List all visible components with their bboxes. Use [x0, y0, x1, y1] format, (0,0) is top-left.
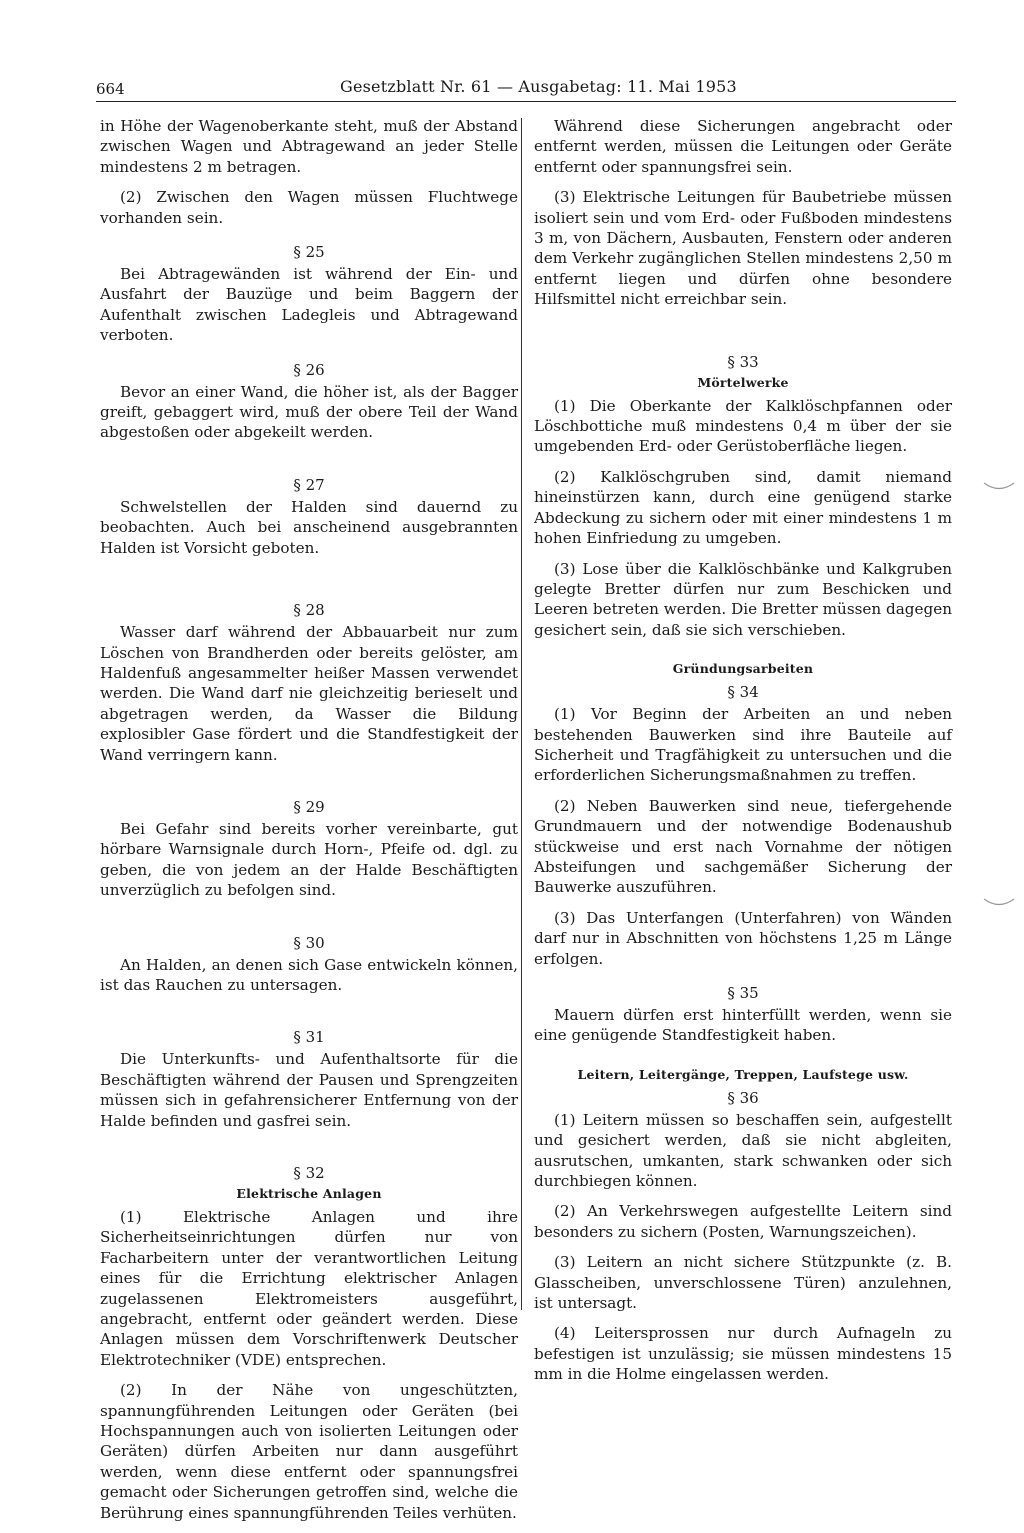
paragraph: in Höhe der Wagenoberkante steht, muß der Abstand zwischen Wagen und Abtragewand an jeder Stelle mindestens 2 m betragen. [100, 117, 518, 176]
page-number: 664 [96, 80, 125, 98]
punch-hole-mark [982, 480, 1016, 492]
column-divider [521, 118, 522, 1310]
section-heading: Leitern, Leitergänge, Treppen, Laufstege usw. [577, 1066, 909, 1082]
section-number: § 31 [293, 1028, 325, 1047]
section-number: § 32 [293, 1164, 325, 1182]
section-heading: Elektrische Anlagen [236, 1186, 382, 1201]
paragraph: (1) Leitern müssen so beschaffen sein, aufgestellt und gesichert werden, daß sie nicht abgleiten, ausrutschen, umkanten, stark schwanken oder sich durchbiegen können. [534, 1110, 952, 1191]
paragraph: (1) Vor Beginn der Arbeiten an und neben bestehenden Bauwerken sind ihre Bauteile auf Sicherheit und Tragfähigkeit zu untersuchen und die erforderlichen Sicherungsmaßnahmen zu treffen. [534, 705, 952, 785]
paragraph: (2) Zwischen den Wagen müssen Fluchtwege vorhanden sein. [100, 188, 518, 227]
section-number: § 29 [293, 797, 325, 816]
paragraph: Bei Gefahr sind bereits vorher vereinbarte, gut hörbare Warnsignale durch Horn-, Pfeife od. dgl. zu geben, die von jedem an der Halde Beschäftigten unverzüglich zu befolgen sind. [100, 819, 518, 900]
header-title: Gesetzblatt Nr. 61 — Ausgabetag: 11. Mai 1953 [340, 77, 737, 96]
right-column [534, 116, 952, 1395]
paragraph: Bei Abtragewänden ist während der Ein- und Ausfahrt der Bauzüge und beim Baggern der Aufenthalt zwischen Ladegleis und Abtragewand verboten. [100, 265, 518, 345]
header-rule [96, 101, 956, 102]
section-number: § 28 [293, 601, 325, 620]
paragraph: Mauern dürfen erst hinterfüllt werden, wenn sie eine genügende Standfestigkeit haben. [534, 1006, 952, 1045]
paragraph: Wasser darf während der Abbauarbeit nur zum Löschen von Brandherden oder bereits gelöster, am Haldenfuß angesammelter heißer Massen verwendet werden. Die Wand darf nie gleichzeitig berieselt und abgetragen werden, da Wasser die Bildung explosibler Gase fördert und die Standfestigkeit der Wand verringern kann. [100, 623, 518, 764]
paragraph: Die Unterkunfts- und Aufenthaltsorte für die Beschäftigten während der Pausen und Sprengzeiten müssen sich in gefahrensicherer Entfernung von der Halde befinden und gasfrei sein. [100, 1050, 518, 1130]
page-header [96, 74, 916, 100]
section-heading: Mörtelwerke [697, 374, 789, 390]
paragraph: (2) An Verkehrswegen aufgestellte Leitern sind besonders zu sichern (Posten, Warnungszeichen). [534, 1202, 952, 1241]
punch-hole-mark [982, 896, 1016, 908]
section-number: § 34 [727, 683, 759, 702]
paragraph: (2) Neben Bauwerken sind neue, tiefergehende Grundmauern und der notwendige Bodenaushub stückweise und erst nach Vornahme der nötigen Absteifungen und sachgemäßer Sicherung der Bauwerke auszuführen. [534, 796, 952, 897]
paragraph: (3) Elektrische Leitungen für Baubetriebe müssen isoliert sein und vom Erd- oder Fußboden mindestens 3 m, von Dächern, Ausbauten, Fenstern oder anderen dem Verkehr zugänglichen Stellen mindestens 2,50 m entfernt liegen und dürfen ohne besondere Hilfsmittel nicht erreichbar sein. [534, 188, 952, 309]
section-heading: Gründungsarbeiten [672, 661, 814, 677]
paragraph: (1) Die Oberkante der Kalklöschpfannen oder Löschbottiche muß mindestens 0,4 m über der sie umgebenden Erd- oder Gerüstoberfläche liegen. [534, 396, 952, 456]
paragraph: Schwelstellen der Halden sind dauernd zu beobachten. Auch bei anscheinend ausgebrannten Halden ist Vorsicht geboten. [100, 497, 518, 557]
paragraph: (3) Leitern an nicht sichere Stützpunkte (z. B. Glasscheiben, unverschlossene Türen) anzulehnen, ist untersagt. [534, 1253, 952, 1313]
section-number: § 25 [293, 243, 325, 262]
section-number: § 33 [727, 352, 759, 371]
left-column [100, 116, 518, 1533]
section-number: § 35 [727, 984, 759, 1002]
paragraph: An Halden, an denen sich Gase entwickeln können, ist das Rauchen zu untersagen. [100, 955, 518, 994]
section-number: § 30 [293, 933, 325, 952]
paragraph: (2) Kalklöschgruben sind, damit niemand hineinstürzen kann, durch eine genügend starke Abdeckung zu sichern oder mit einer mindestens 1 m hohen Einfriedung zu umgeben. [534, 467, 952, 548]
paragraph: (1) Elektrische Anlagen und ihre Sicherheitseinrichtungen dürfen nur von Facharbeitern unter der verantwortlichen Leitung eines für die Errichtung elektrischer Anlagen zugelassenen Elektromeisters ausgeführt, angebracht, entfernt oder geändert werden. Diese Anlagen müssen dem Vorschriftenwerk Deutscher Elektrotechniker (VDE) entsprechen. [100, 1208, 518, 1369]
paragraph: (2) In der Nähe von ungeschützten, spannungführenden Leitungen oder Geräten (bei Hochspannungen auch von isolierten Leitungen oder Geräten) dürfen Arbeiten nur dann ausgeführt werden, wenn diese entfernt oder spannungsfrei gemacht oder Sicherungen getroffen sind, welche die Berührung eines spannungführenden Teiles verhüten. [100, 1381, 518, 1522]
paragraph: (4) Leitersprossen nur durch Aufnageln zu befestigen ist unzulässig; sie müssen mindestens 15 mm in die Holme eingelassen werden. [534, 1324, 952, 1384]
paragraph: Bevor an einer Wand, die höher ist, als der Bagger greift, gebaggert wird, muß der obere Teil der Wand abgestoßen oder abgekeilt werden. [100, 382, 518, 442]
section-number: § 27 [293, 475, 325, 494]
paragraph: Während diese Sicherungen angebracht oder entfernt werden, müssen die Leitungen oder Geräte entfernt oder spannungsfrei sein. [534, 117, 952, 176]
paragraph: (3) Das Unterfangen (Unterfahren) von Wänden darf nur in Abschnitten von höchstens 1,25 m Länge erfolgen. [534, 908, 952, 968]
section-number: § 26 [293, 360, 325, 379]
section-number: § 36 [727, 1088, 759, 1107]
paragraph: (3) Lose über die Kalklöschbänke und Kalkgruben gelegte Bretter dürfen nur zum Beschicken und Leeren betreten werden. Die Bretter müssen dagegen gesichert sein, daß sie sich verschieben. [534, 559, 952, 639]
